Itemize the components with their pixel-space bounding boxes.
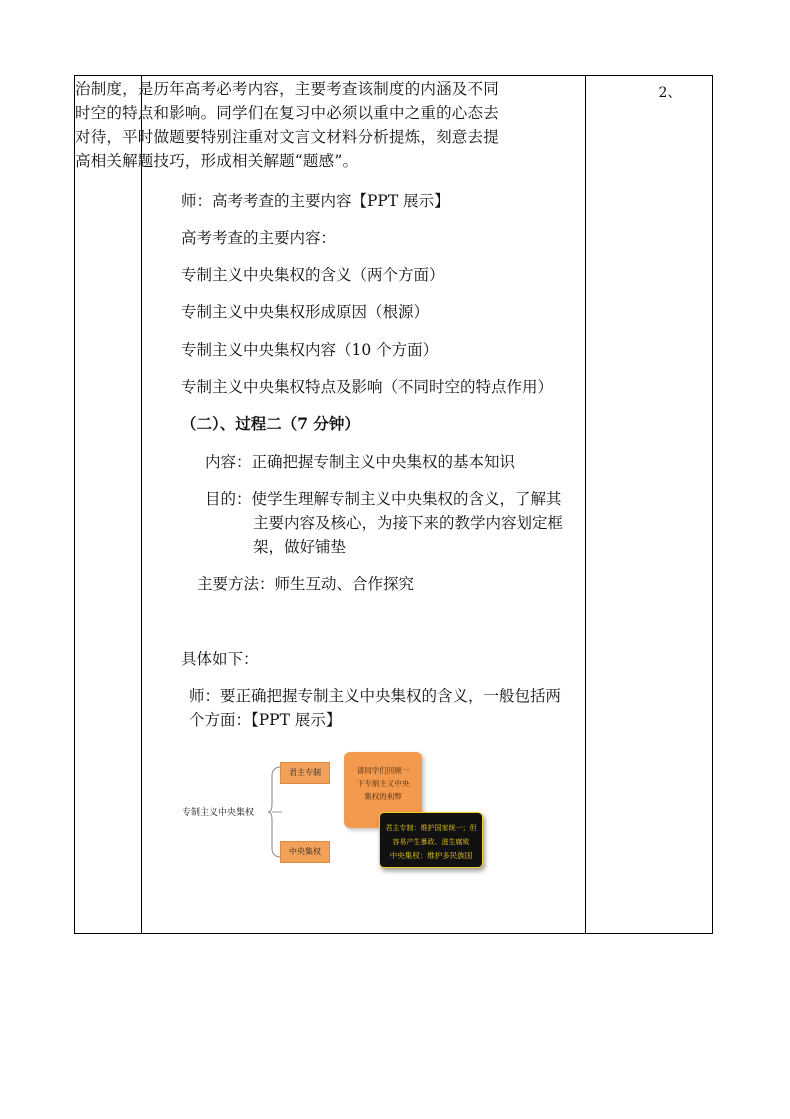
intro-line: 对待，平时做题要特别注重对文言文材料分析提炼，刻意去提 bbox=[75, 128, 499, 146]
callout-line: 下专制主义中央 bbox=[356, 779, 410, 788]
teacher-meaning-line: 个方面：【PPT 展示】 bbox=[189, 711, 342, 729]
callout-line: 集权的利弊 bbox=[364, 792, 402, 801]
content-line: 内容：正确把握专制主义中央集权的基本知识 bbox=[205, 453, 516, 471]
content-item: 专制主义中央集权形成原因（根源） bbox=[181, 303, 430, 321]
content-item: 专制主义中央集权特点及影响（不同时空的特点作用） bbox=[181, 378, 554, 396]
centralization-box: 中央集权 bbox=[280, 841, 330, 863]
intro-line: 时空的特点和影响。同学们在复习中必须以重中之重的心态去 bbox=[75, 104, 499, 122]
monarchy-box: 君主专制 bbox=[280, 762, 330, 784]
teacher-meaning-line: 师：要正确把握专制主义中央集权的含义，一般包括两 bbox=[189, 687, 562, 705]
callout-line: 请同学们回顾一 bbox=[356, 766, 410, 775]
diagram-root-label: 专制主义中央集权 bbox=[182, 808, 255, 818]
pros-cons-line: 君主专制：维护国家统一；但 bbox=[385, 824, 477, 832]
column-divider-2 bbox=[585, 76, 586, 933]
pros-cons-box bbox=[379, 812, 483, 868]
pros-cons-line: 中央集权：维护多民族国 bbox=[389, 851, 473, 860]
goal-line: 主要内容及核心，为接下来的教学内容划定框 bbox=[253, 514, 564, 532]
goal-line: 架，做好铺垫 bbox=[253, 538, 347, 556]
teacher-line: 师：高考考查的主要内容【PPT 展示】 bbox=[181, 192, 450, 210]
concept-diagram bbox=[176, 752, 506, 877]
section-heading: （二）、过程二（7 分钟） bbox=[181, 414, 360, 433]
content-item: 专制主义中央集权的含义（两个方面） bbox=[181, 266, 445, 284]
intro-line: 高相关解题技巧，形成相关解题“题感”。 bbox=[75, 152, 359, 170]
content-item: 专制主义中央集权内容（10 个方面） bbox=[181, 341, 439, 359]
intro-paragraph bbox=[75, 77, 509, 173]
goal-line: 目的：使学生理解专制主义中央集权的含义，了解其 bbox=[205, 490, 562, 508]
method-line: 主要方法：师生互动、合作探究 bbox=[197, 575, 415, 593]
intro-line: 治制度，是历年高考必考内容，主要考查该制度的内涵及不同 bbox=[75, 80, 499, 98]
details-label: 具体如下： bbox=[181, 650, 259, 668]
main-content-label: 高考考查的主要内容： bbox=[181, 229, 337, 247]
pros-cons-line: 容易产生暴政、滋生腐败 bbox=[392, 838, 470, 846]
column-divider-1 bbox=[141, 76, 142, 933]
note-cell: 2、 bbox=[658, 85, 682, 101]
